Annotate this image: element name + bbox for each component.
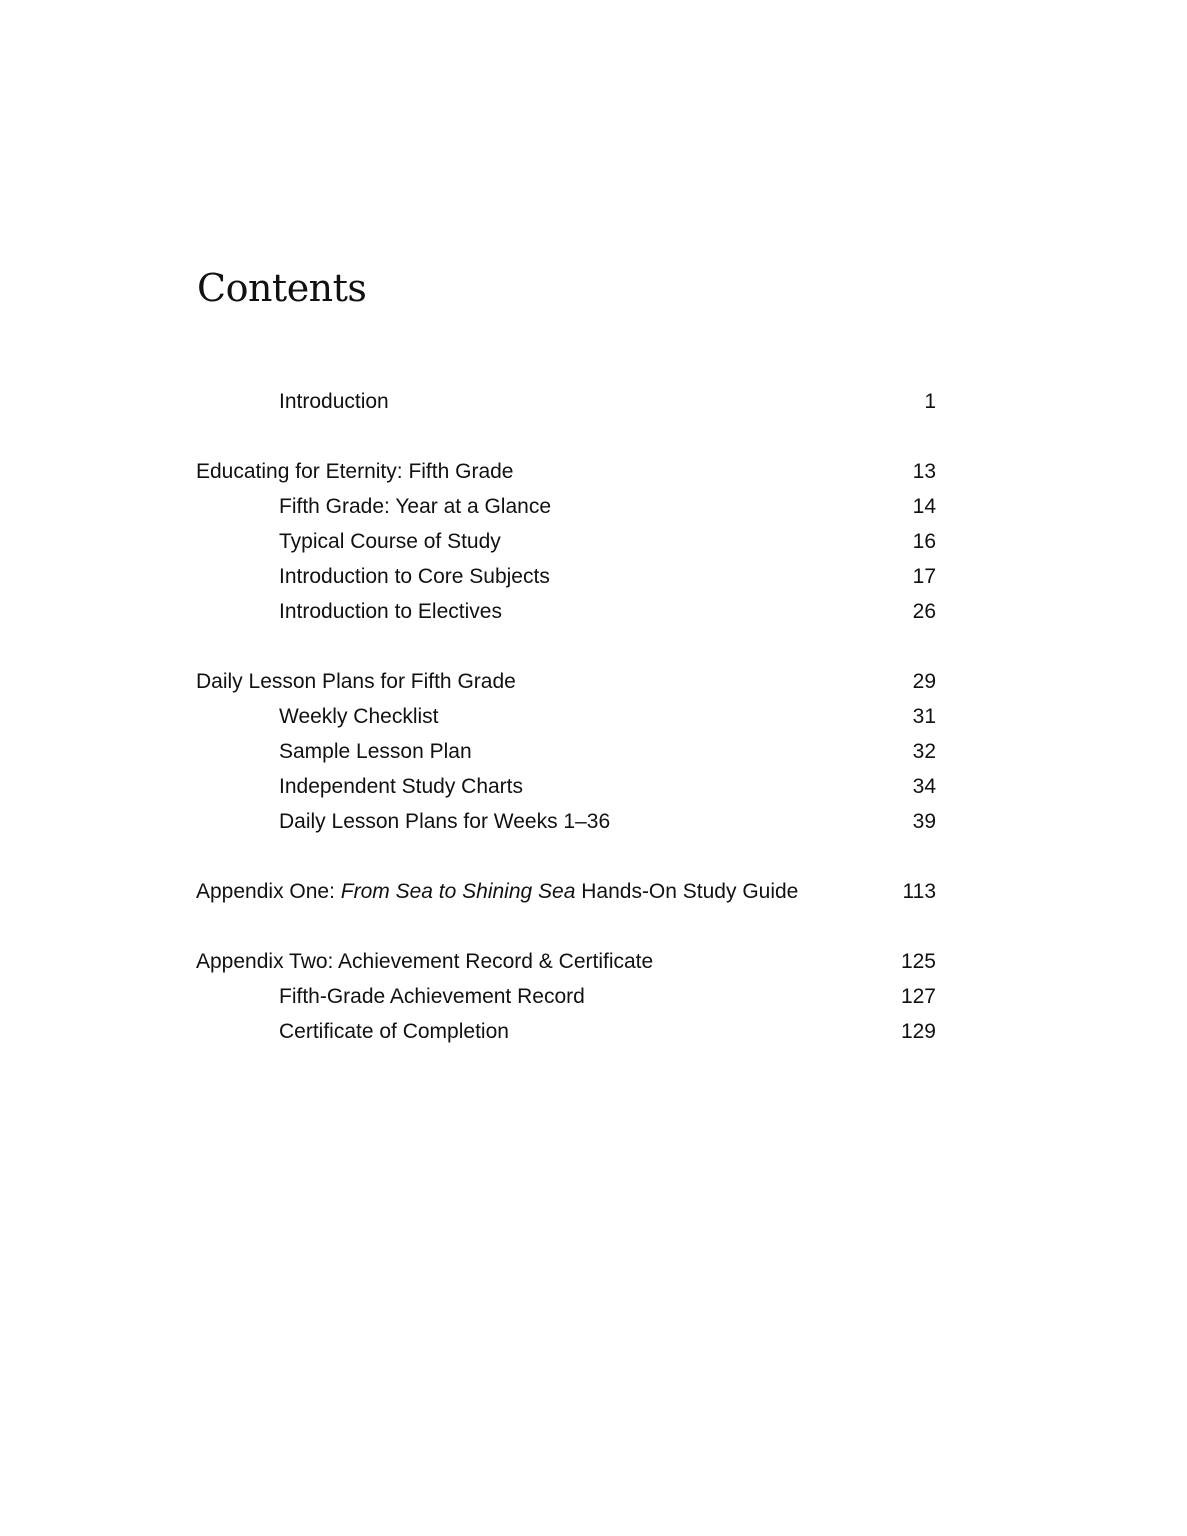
- toc-subentry[interactable]: [196, 734, 936, 769]
- toc-entry-label: Fifth-Grade Achievement Record: [279, 985, 585, 1008]
- page-title: Contents: [197, 266, 367, 310]
- toc-entry-label: [196, 874, 798, 909]
- toc-page-number: 14: [912, 495, 936, 518]
- toc-section: [196, 664, 936, 839]
- toc-subentry[interactable]: [196, 979, 936, 1014]
- toc-entry-label: Educating for Eternity: Fifth Grade: [196, 460, 514, 483]
- toc-page-number: 34: [912, 775, 936, 798]
- toc-page-number: 129: [900, 1020, 936, 1043]
- toc-subentry[interactable]: [196, 1014, 936, 1049]
- toc-subentry[interactable]: [196, 384, 936, 419]
- toc-page-number: 31: [912, 705, 936, 728]
- toc-entry-label: Typical Course of Study: [279, 530, 501, 553]
- toc-entry-label: Daily Lesson Plans for Weeks 1–36: [279, 810, 611, 833]
- toc-section: [196, 454, 936, 629]
- toc-entry[interactable]: [196, 944, 936, 979]
- toc-entry-label: Introduction to Electives: [279, 600, 502, 623]
- toc-entry[interactable]: [196, 664, 936, 699]
- toc-entry[interactable]: [196, 454, 936, 489]
- toc-page-number: 26: [912, 600, 936, 623]
- toc-page-number: 16: [912, 530, 936, 553]
- toc-entry-label: Certificate of Completion: [279, 1020, 509, 1043]
- toc-page-number: 13: [912, 460, 936, 483]
- label-part: Hands-On Study Guide: [575, 880, 799, 903]
- toc-entry-label: Fifth Grade: Year at a Glance: [279, 495, 551, 518]
- label-part: Appendix One:: [196, 880, 341, 903]
- toc-subentry[interactable]: [196, 804, 936, 839]
- toc-page-number: 39: [912, 810, 936, 833]
- toc-entry-label: Introduction: [279, 390, 389, 413]
- toc-subentry[interactable]: [196, 594, 936, 629]
- toc-section: [196, 944, 936, 1049]
- book-title: From Sea to Shining Sea: [340, 880, 576, 903]
- toc-subentry[interactable]: [196, 524, 936, 559]
- toc-subentry[interactable]: [196, 769, 936, 804]
- toc-entry-label: Introduction to Core Subjects: [279, 565, 550, 588]
- toc-section: [196, 874, 936, 909]
- toc-page-number: 127: [900, 985, 936, 1008]
- toc-entry-label: Sample Lesson Plan: [279, 740, 472, 763]
- toc-subentry[interactable]: [196, 699, 936, 734]
- table-of-contents: [196, 384, 936, 1084]
- toc-section: [196, 384, 936, 419]
- toc-entry-label: Daily Lesson Plans for Fifth Grade: [196, 670, 516, 693]
- toc-entry-label: Appendix Two: Achievement Record & Certificate: [196, 950, 654, 973]
- toc-subentry[interactable]: [196, 559, 936, 594]
- toc-page-number: 113: [902, 880, 936, 903]
- toc-entry[interactable]: [196, 874, 936, 909]
- toc-entry-label: Independent Study Charts: [279, 775, 524, 798]
- toc-page-number: 29: [912, 670, 936, 693]
- toc-subentry[interactable]: [196, 489, 936, 524]
- toc-page-number: 125: [900, 950, 936, 973]
- toc-entry-label: Weekly Checklist: [279, 705, 439, 728]
- toc-page-number: 1: [924, 390, 936, 413]
- toc-page-number: 17: [912, 565, 936, 588]
- toc-page-number: 32: [912, 740, 936, 763]
